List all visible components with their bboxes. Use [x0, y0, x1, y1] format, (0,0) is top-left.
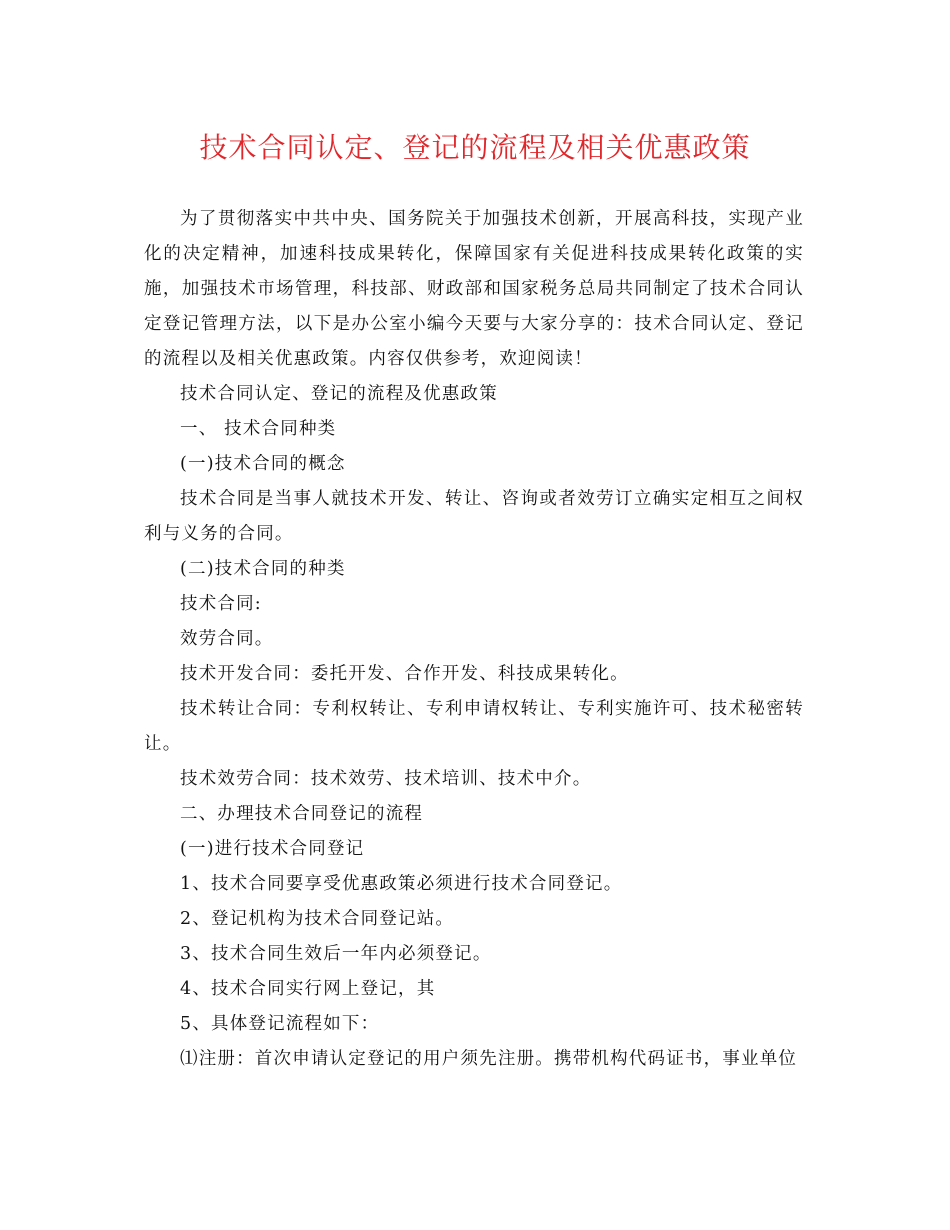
subsection-heading-2-1: (一)进行技术合同登记	[180, 839, 365, 859]
document-body	[144, 202, 804, 1077]
paragraph-subtitle: 技术合同认定、登记的流程及优惠政策	[180, 384, 498, 404]
list-item: 技术合同:	[180, 594, 262, 614]
list-item: 4、技术合同实行网上登记，其	[180, 979, 436, 999]
paragraph-intro: 为了贯彻落实中共中央、国务院关于加强技术创新，开展高科技，实现产业化的决定精神，加速科技成果转化，保障国家有关促进科技成果转化政策的实施，加强技术市场管理，科技部、财政部和国家税务总局共同制定了技术合同认定登记管理方法，以下是办公室小编今天要与大家分享的：技术合同认定、登记的流程以及相关优惠政策。内容仅供参考，欢迎阅读！	[144, 209, 804, 369]
list-item: 5、具体登记流程如下：	[180, 1014, 380, 1034]
list-item: ⑴注册：首次申请认定登记的用户须先注册。携带机构代码证书，事业单位	[180, 1049, 798, 1069]
paragraph-definition: 技术合同是当事人就技术开发、转让、咨询或者效劳订立确实定相互之间权利与义务的合同。	[144, 489, 804, 544]
subsection-heading-1-2: (二)技术合同的种类	[180, 559, 346, 579]
subsection-heading-1-1: (一)技术合同的概念	[180, 454, 346, 474]
list-item: 效劳合同。	[180, 629, 274, 649]
list-item: 技术开发合同：委托开发、合作开发、科技成果转化。	[180, 664, 629, 684]
section-heading-2: 二、办理技术合同登记的流程	[180, 804, 424, 824]
list-item: 2、登记机构为技术合同登记站。	[180, 909, 455, 929]
list-item: 技术转让合同：专利权转让、专利申请权转让、专利实施许可、技术秘密转让。	[144, 699, 804, 754]
list-item: 3、技术合同生效后一年内必须登记。	[180, 944, 492, 964]
document-title: 技术合同认定、登记的流程及相关优惠政策	[199, 131, 751, 164]
list-item: 1、技术合同要享受优惠政策必须进行技术合同登记。	[180, 874, 623, 894]
section-heading-1: 一、 技术合同种类	[180, 419, 337, 439]
list-item: 技术效劳合同：技术效劳、技术培训、技术中介。	[180, 769, 592, 789]
